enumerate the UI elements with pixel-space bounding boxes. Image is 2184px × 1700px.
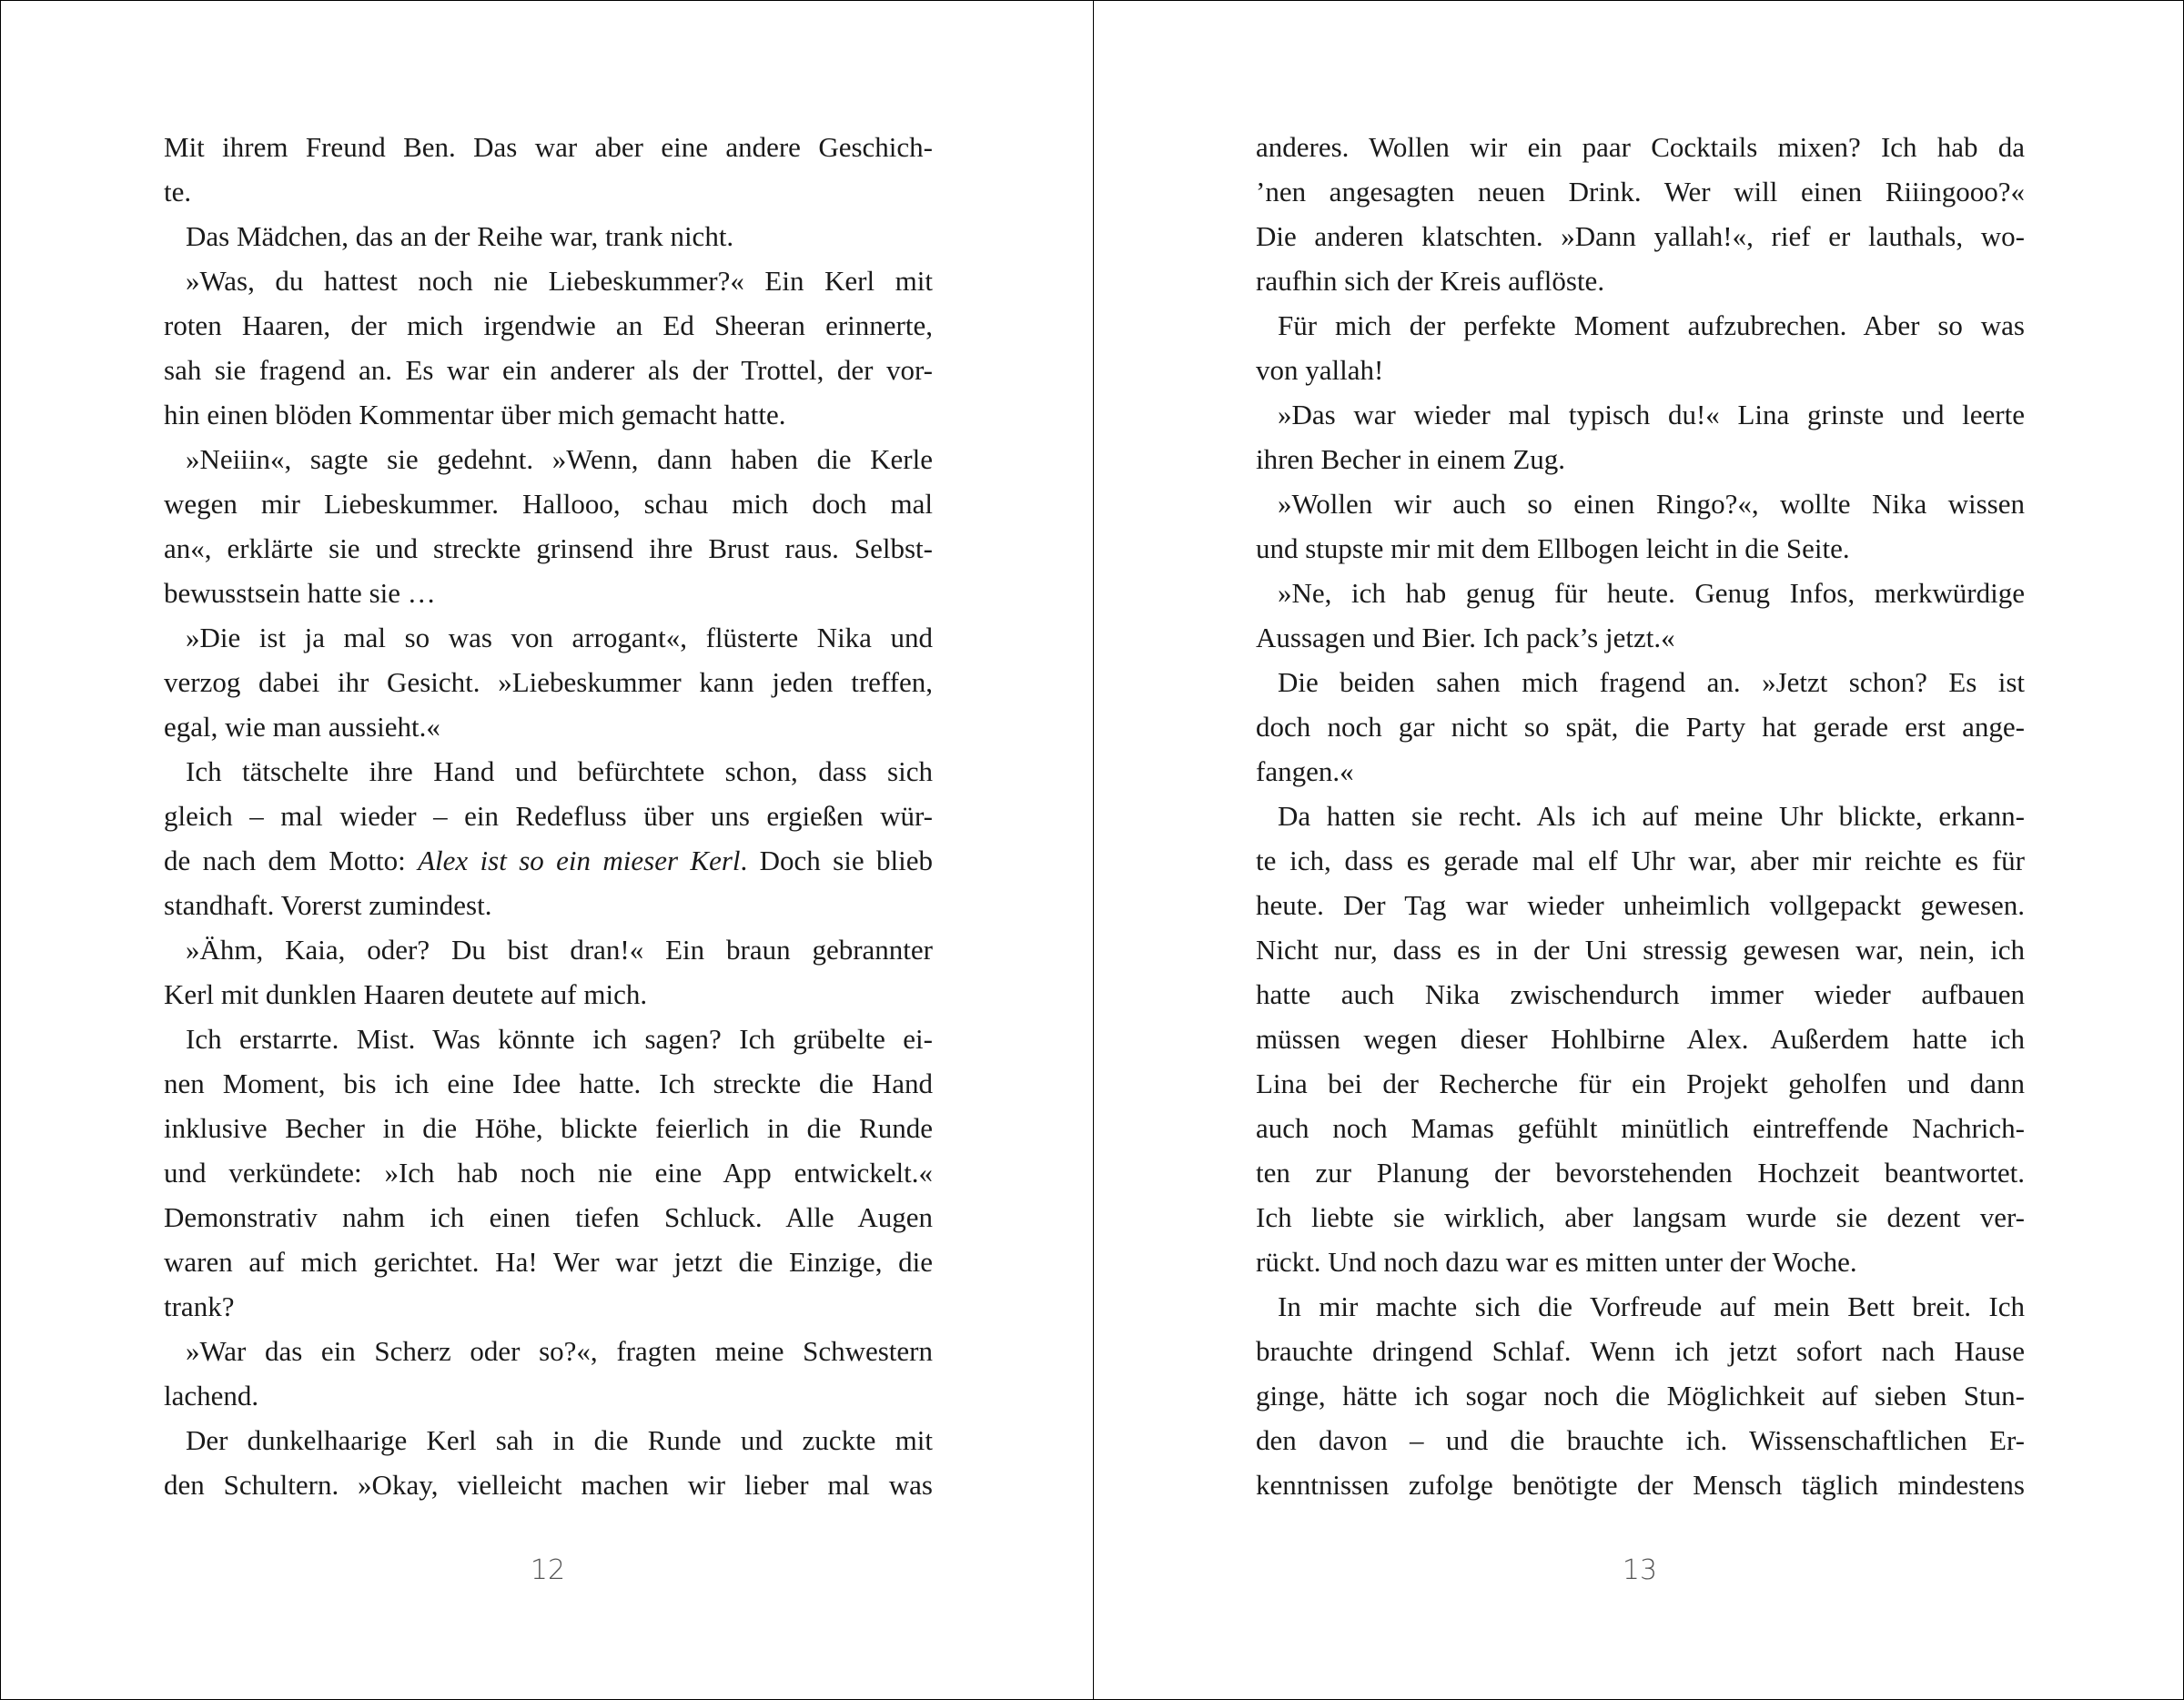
text-line: hatte auch Nika zwischendurch immer wieder aufbauen bbox=[1256, 978, 2025, 1010]
text-line: rückt. Und noch dazu war es mitten unter der Woche. bbox=[1256, 1246, 1857, 1278]
text-line: nen Moment, bis ich eine Idee hatte. Ich streckte die Hand bbox=[164, 1068, 933, 1099]
text-segment: de nach dem Motto: bbox=[164, 845, 419, 876]
text-line: »Ähm, Kaia, oder? Du bist dran!« Ein braun gebrannter bbox=[186, 934, 933, 966]
text-line: waren auf mich gerichtet. Ha! Wer war jetzt die Einzige, die bbox=[164, 1246, 933, 1278]
right-page-number: 13 bbox=[1622, 1554, 1658, 1586]
text-line: auch noch Mamas gefühlt minütlich eintreffende Nachrich- bbox=[1256, 1112, 2025, 1144]
text-line: verzog dabei ihr Gesicht. »Liebeskummer kann jeden treffen, bbox=[164, 666, 933, 698]
text-line: Da hatten sie recht. Als ich auf meine Uhr blickte, erkann- bbox=[1278, 800, 2025, 832]
text-line: »Die ist ja mal so was von arrogant«, flüsterte Nika und bbox=[186, 622, 933, 653]
text-line: »Was, du hattest noch nie Liebeskummer?« Ein Kerl mit bbox=[186, 265, 933, 297]
text-line: Aussagen und Bier. Ich pack’s jetzt.« bbox=[1256, 622, 1675, 653]
text-line: roten Haaren, der mich irgendwie an Ed Sheeran erinnerte, bbox=[164, 309, 933, 341]
text-segment: . Doch sie blieb bbox=[740, 845, 933, 876]
text-line: trank? bbox=[164, 1290, 235, 1322]
text-line: ten zur Planung der bevorstehenden Hochzeit beantwortet. bbox=[1256, 1157, 2025, 1189]
text-line: Kerl mit dunklen Haaren deutete auf mich. bbox=[164, 978, 648, 1010]
text-line: raufhin sich der Kreis auflöste. bbox=[1256, 265, 1605, 297]
italic-text: Alex ist so ein mieser Kerl bbox=[418, 845, 741, 876]
text-line: doch noch gar nicht so spät, die Party hat gerade erst ange- bbox=[1256, 711, 2025, 743]
text-line: Ich tätschelte ihre Hand und befürchtete schon, dass sich bbox=[186, 755, 933, 787]
text-line: sah sie fragend an. Es war ein anderer als der Trottel, der vor- bbox=[164, 354, 933, 386]
text-line: müssen wegen dieser Hohlbirne Alex. Außerdem hatte ich bbox=[1256, 1023, 2025, 1055]
text-line: »Das war wieder mal typisch du!« Lina grinste und leerte bbox=[1278, 399, 2025, 430]
text-line: Mit ihrem Freund Ben. Das war aber eine andere Geschich- bbox=[164, 131, 933, 163]
text-line: te. bbox=[164, 176, 192, 207]
text-line: an«, erklärte sie und streckte grinsend ihre Brust raus. Selbst- bbox=[164, 532, 933, 564]
text-line: brauchte dringend Schlaf. Wenn ich jetzt sofort nach Hause bbox=[1256, 1335, 2025, 1367]
text-line: Die anderen klatschten. »Dann yallah!«, rief er lauthals, wo- bbox=[1256, 220, 2025, 252]
text-line: Ich liebte sie wirklich, aber langsam wurde sie dezent ver- bbox=[1256, 1201, 2025, 1233]
text-line: egal, wie man aussieht.« bbox=[164, 711, 440, 743]
text-line: »Ne, ich hab genug für heute. Genug Infos, merkwürdige bbox=[1278, 577, 2025, 609]
left-page bbox=[1, 1, 1092, 1699]
text-line: heute. Der Tag war wieder unheimlich vollgepackt gewesen. bbox=[1256, 889, 2025, 921]
text-line: hin einen blöden Kommentar über mich gemacht hatte. bbox=[164, 399, 786, 430]
left-page-text bbox=[164, 125, 933, 1507]
text-line: von yallah! bbox=[1256, 354, 1384, 386]
text-line: »Neiiin«, sagte sie gedehnt. »Wenn, dann haben die Kerle bbox=[186, 443, 933, 475]
text-line: Für mich der perfekte Moment aufzubrechen. Aber so was bbox=[1278, 309, 2025, 341]
text-line: den Schultern. »Okay, vielleicht machen wir lieber mal was bbox=[164, 1469, 933, 1501]
left-page-number: 12 bbox=[530, 1554, 566, 1586]
text-line: und stupste mir mit dem Ellbogen leicht in die Seite. bbox=[1256, 532, 1850, 564]
text-line: bewusstsein hatte sie … bbox=[164, 577, 436, 609]
text-line: ihren Becher in einem Zug. bbox=[1256, 443, 1566, 475]
text-line: ’nen angesagten neuen Drink. Wer will einen Riiingooo?« bbox=[1256, 176, 2025, 207]
text-line: »War das ein Scherz oder so?«, fragten meine Schwestern bbox=[186, 1335, 933, 1367]
right-page bbox=[1094, 1, 2184, 1699]
text-line: standhaft. Vorerst zumindest. bbox=[164, 889, 492, 921]
text-line: anderes. Wollen wir ein paar Cocktails mixen? Ich hab da bbox=[1256, 131, 2025, 163]
text-line: ginge, hätte ich sogar noch die Möglichkeit auf sieben Stun- bbox=[1256, 1380, 2025, 1412]
text-line: Ich erstarrte. Mist. Was könnte ich sagen? Ich grübelte ei- bbox=[186, 1023, 933, 1055]
text-line: »Wollen wir auch so einen Ringo?«, wollte Nika wissen bbox=[1278, 488, 2025, 520]
text-line: lachend. bbox=[164, 1380, 259, 1412]
text-line: Das Mädchen, das an der Reihe war, trank nicht. bbox=[186, 220, 734, 252]
text-line: den davon – und die brauchte ich. Wissenschaftlichen Er- bbox=[1256, 1424, 2025, 1456]
text-line: und verkündete: »Ich hab noch nie eine App entwickelt.« bbox=[164, 1157, 933, 1189]
text-line bbox=[164, 838, 933, 883]
text-line: Demonstrativ nahm ich einen tiefen Schluck. Alle Augen bbox=[164, 1201, 933, 1233]
text-line: kenntnissen zufolge benötigte der Mensch täglich mindestens bbox=[1256, 1469, 2025, 1501]
text-line: fangen.« bbox=[1256, 755, 1354, 787]
text-line: te ich, dass es gerade mal elf Uhr war, aber mir reichte es für bbox=[1256, 845, 2025, 876]
text-line: Die beiden sahen mich fragend an. »Jetzt schon? Es ist bbox=[1278, 666, 2025, 698]
text-line: inklusive Becher in die Höhe, blickte feierlich in die Runde bbox=[164, 1112, 933, 1144]
text-line: Der dunkelhaarige Kerl sah in die Runde und zuckte mit bbox=[186, 1424, 933, 1456]
text-line: wegen mir Liebeskummer. Hallooo, schau mich doch mal bbox=[164, 488, 933, 520]
text-line: Lina bei der Recherche für ein Projekt geholfen und dann bbox=[1256, 1068, 2025, 1099]
text-line: In mir machte sich die Vorfreude auf mein Bett breit. Ich bbox=[1278, 1290, 2025, 1322]
right-page-text bbox=[1256, 125, 2025, 1507]
text-line: gleich – mal wieder – ein Redefluss über uns ergießen wür- bbox=[164, 800, 933, 832]
text-line: Nicht nur, dass es in der Uni stressig gewesen war, nein, ich bbox=[1256, 934, 2025, 966]
